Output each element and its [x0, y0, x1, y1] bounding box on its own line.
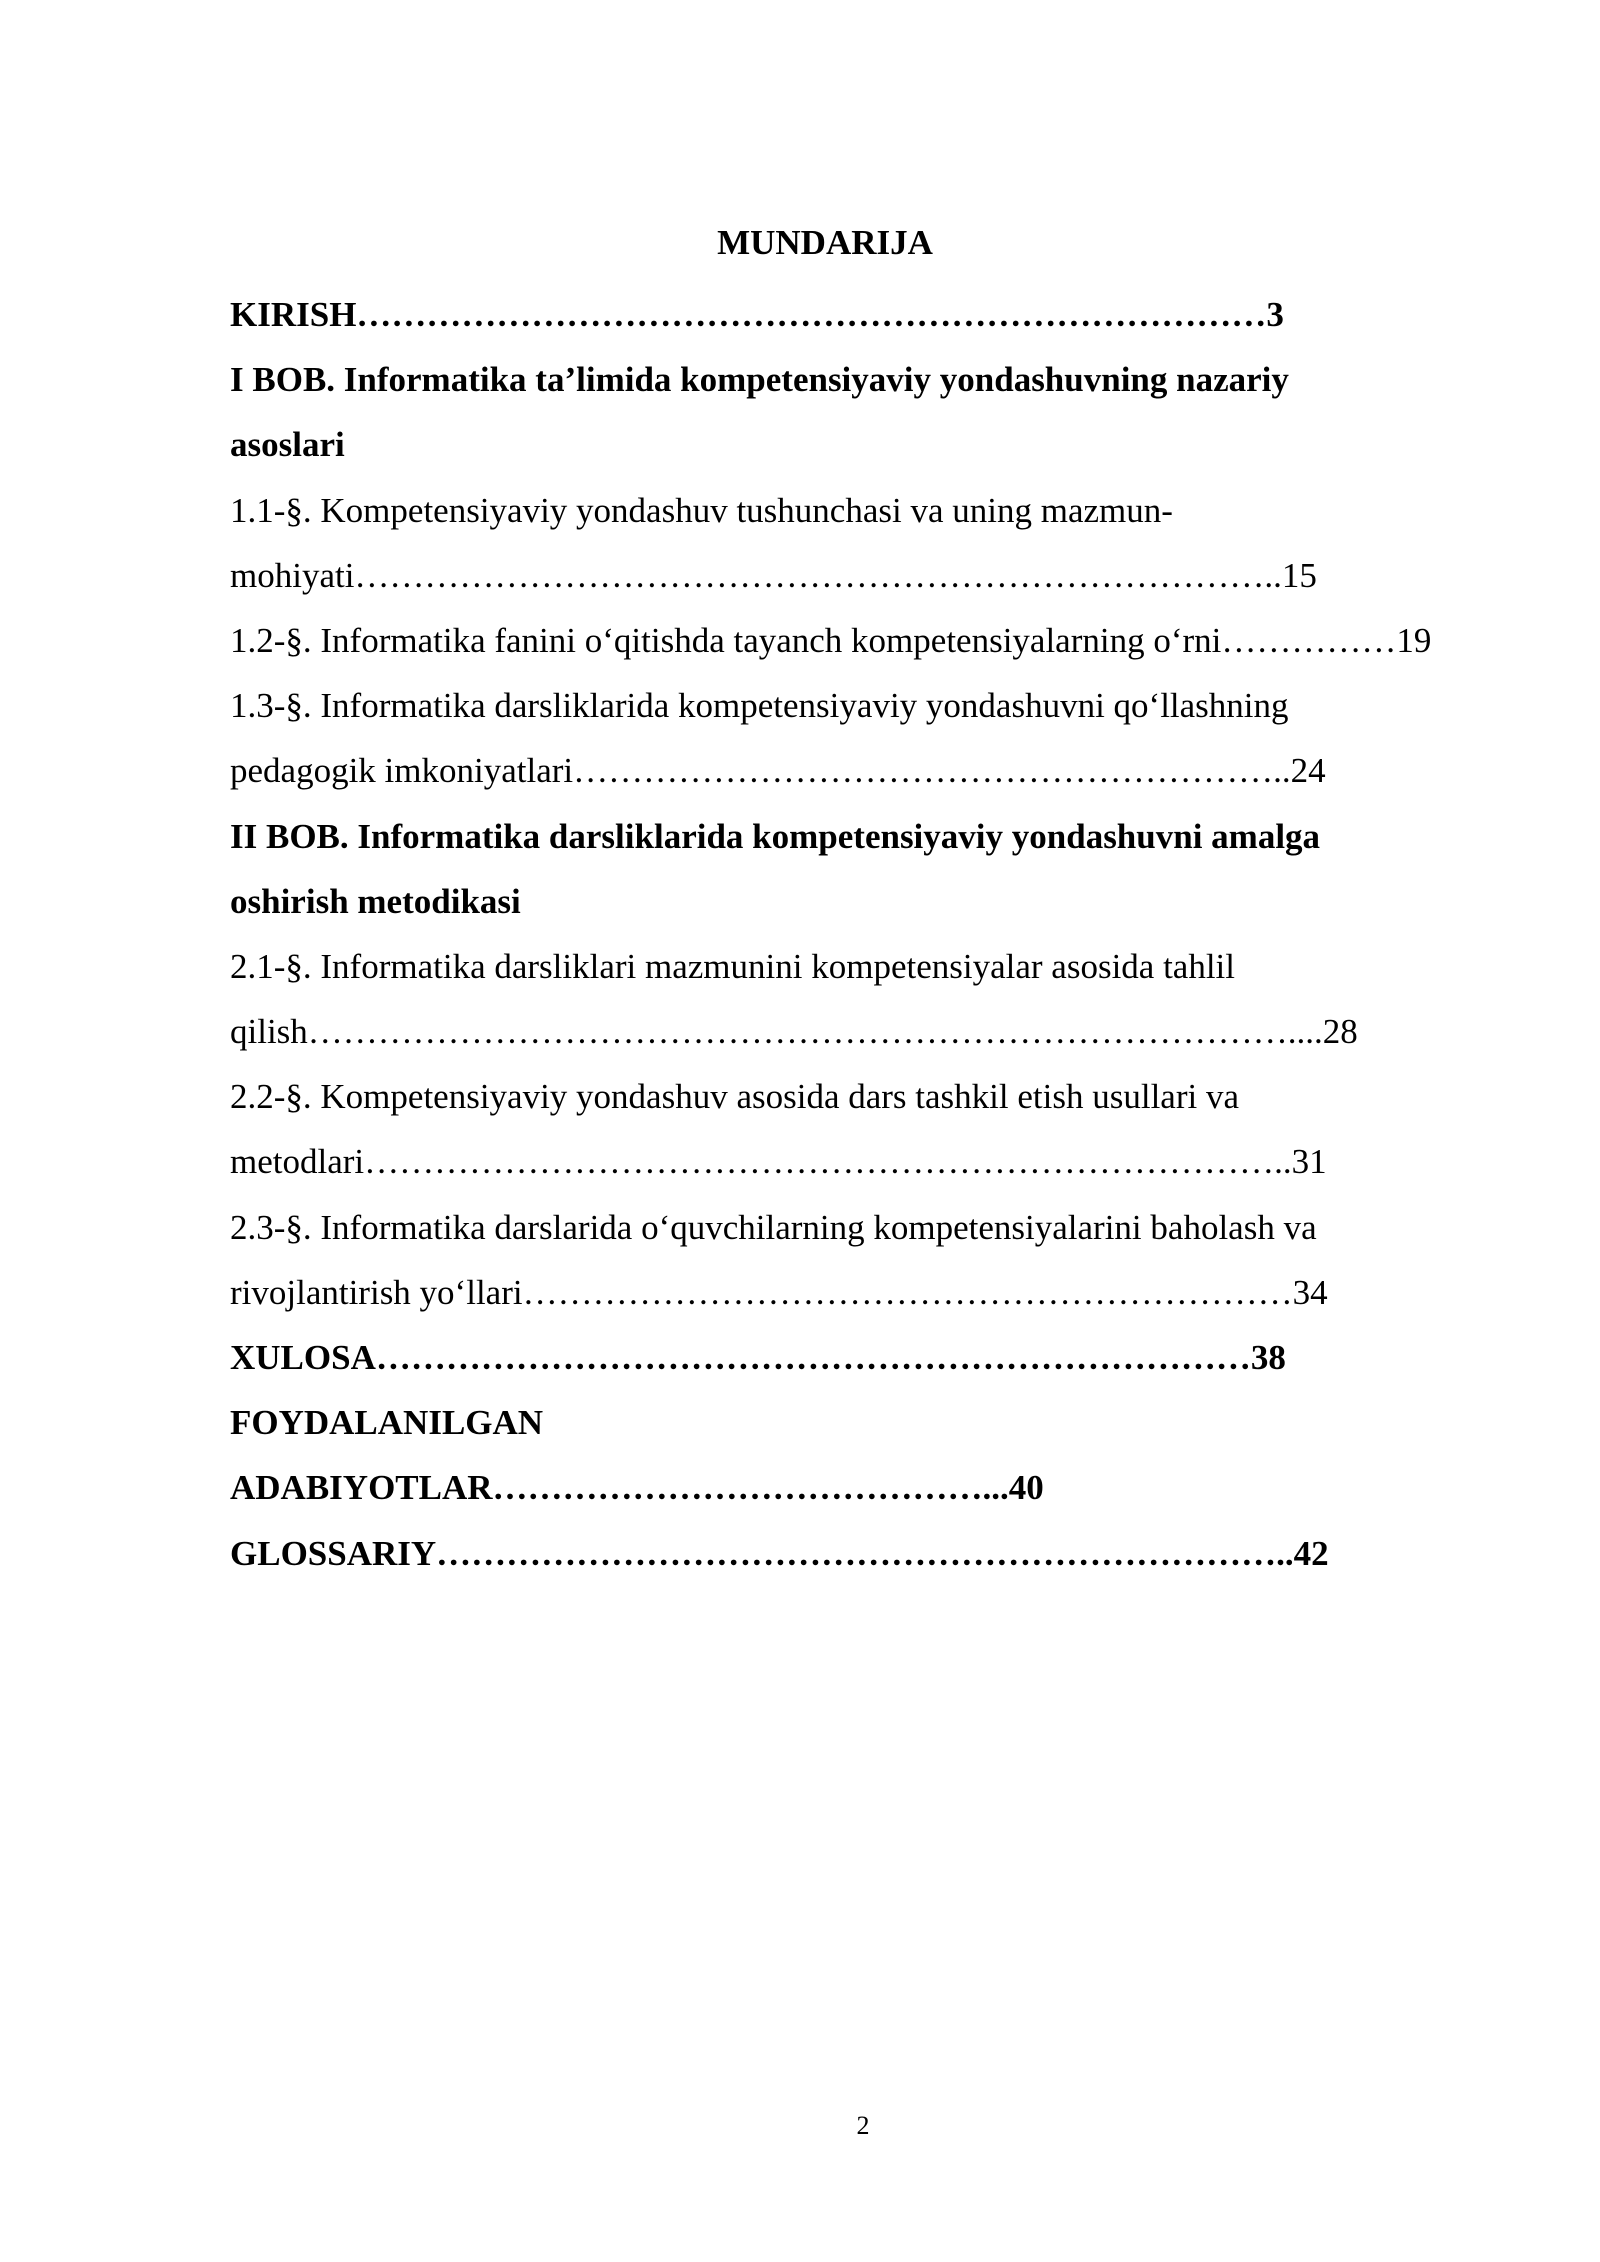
toc-line-chapter-1-cont: asoslari: [230, 425, 345, 465]
toc-line-xulosa: XULOSA…………………………………………………………………38: [230, 1338, 1286, 1377]
toc-line-glossary: GLOSSARIY………………………………………………………………..42: [230, 1533, 1329, 1573]
toc-line-section-2-1-cont: qilish…………………………………………………………………………....28: [230, 1012, 1358, 1052]
toc-line-section-2-2: 2.2-§. Kompetensiyaviy yondashuv asosida dars tashkil etish usullari va: [230, 1077, 1240, 1117]
toc-line-section-2-3-cont: rivojlantirish yo‘llari…………………………………………………………34: [230, 1272, 1328, 1312]
toc-line-kirish: KIRISH……………………………………………………………………3: [230, 295, 1284, 334]
toc-line-references-cont: ADABIYOTLAR……………………………………...40: [230, 1468, 1044, 1508]
table-of-contents: [230, 282, 1500, 1586]
toc-line-section-1-3-cont: pedagogik imkoniyatlari……………………………………………………..24: [230, 751, 1326, 791]
toc-line-references: FOYDALANILGAN: [230, 1403, 544, 1443]
toc-line-section-2-1: 2.1-§. Informatika darsliklari mazmunini kompetensiyalar asosida tahlil: [230, 946, 1236, 986]
toc-line-chapter-2-cont: oshirish metodikasi: [230, 881, 521, 921]
toc-line-section-1-1-cont: mohiyati……………………………………………………………………..15: [230, 555, 1317, 595]
page-title: MUNDARIJA: [717, 223, 933, 262]
toc-line-section-2-3: 2.3-§. Informatika darslarida o‘quvchilarning kompetensiyalarini baholash va: [230, 1207, 1317, 1247]
toc-line-section-1-2: 1.2-§. Informatika fanini o‘qitishda tayanch kompetensiyalarning o‘rni……………19: [230, 620, 1432, 660]
toc-line-section-2-2-cont: metodlari……………………………………………………………………..31: [230, 1142, 1327, 1182]
toc-line-chapter-1: I BOB. Informatika ta’limida kompetensiyaviy yondashuvning nazariy: [230, 360, 1289, 400]
toc-line-chapter-2: II BOB. Informatika darsliklarida kompetensiyaviy yondashuvni amalga: [230, 816, 1321, 856]
toc-line-section-1-1: 1.1-§. Kompetensiyaviy yondashuv tushunchasi va uning mazmun-: [230, 490, 1173, 530]
page-number: 2: [856, 2111, 870, 2140]
toc-line-section-1-3: 1.3-§. Informatika darsliklarida kompetensiyaviy yondashuvni qo‘llashning: [230, 686, 1289, 726]
